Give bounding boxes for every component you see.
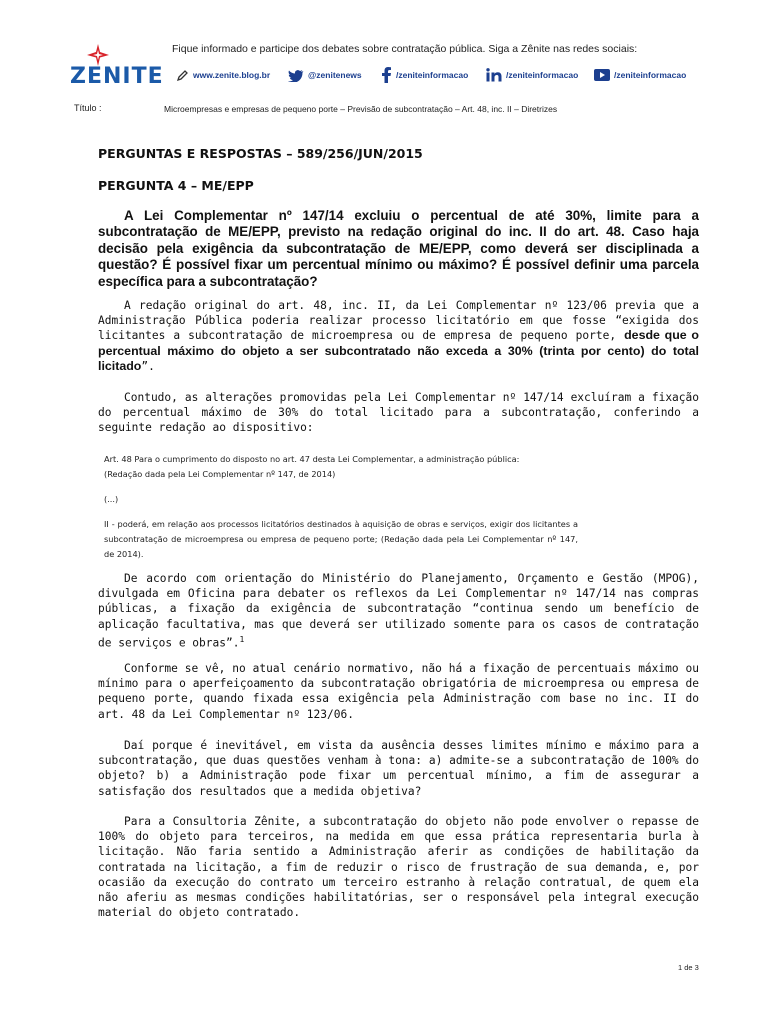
social-youtube-label: /zeniteinformacao [614,70,687,80]
quote-line-2: (Redação dada pela Lei Complementar nº 147, de 2014) [104,469,336,479]
paragraph-1-text: A redação original do art. 48, inc. II, da Lei Complementar nº 123/06 previa que a Administração Pública poderia realizar processo licitatório em que fosse “exigida dos licitantes a subcontratação de microempresa ou de empresa de pequeno porte, [98,299,699,343]
footnote-marker[interactable]: 1 [239,634,245,644]
social-blog-label: www.zenite.blog.br [193,70,271,80]
page-number: 1 de 3 [678,963,699,972]
social-linkedin-link[interactable] [486,67,578,83]
pen-icon [176,69,189,82]
title-label: Título : [74,103,102,113]
logo-star-icon [87,44,109,66]
facebook-icon [380,67,392,83]
paragraph-5: Daí porque é inevitável, em vista da ausência desses limites mínimo e máximo para a subcontratação, que duas questões venham à tona: a) admite-se a subcontratação de 100% do objeto? b) a Administração pode fixar um percentual mínimo, a fim de assegurar a satisfação dos resultados que a medida objetiva? [98,739,699,798]
question-paragraph: A Lei Complementar nº 147/14 excluiu o percentual de até 30%, limite para a subcontratação de ME/EPP, previsto na redação original do inc. II do art. 48. Caso haja decisão pela exigência da subcontratação de ME/EPP, como deverá ser disciplinada a questão? É possível fixar um percentual mínimo ou máximo? É possível definir uma parcela específica para a subcontratação? [98,208,699,289]
header-tagline: Fique informado e participe dos debates sobre contratação pública. Siga a Zênite nas redes sociais: [172,43,638,55]
title-value: Microempresas e empresas de pequeno porte – Previsão de subcontratação – Art. 48, inc. II – Diretrizes [164,104,558,114]
zenite-logo[interactable] [70,44,170,88]
social-facebook-label: /zeniteinformacao [396,70,469,80]
paragraph-2: Contudo, as alterações promovidas pela Lei Complementar nº 147/14 excluíram a fixação do percentual máximo de 30% do total licitado para a subcontratação, conferindo a seguinte redação ao dispositivo: [98,391,699,435]
paragraph-4: Conforme se vê, no atual cenário normativo, não há a fixação de percentuais máximo ou mínimo para o aperfeiçoamento da subcontratação obrigatória de microempresa ou empresa de pequeno porte, quando fixada essa exigência pela Administração com base no inc. II do art. 48 da Lei Complementar nº 123/06. [98,662,699,721]
paragraph-1 [98,298,699,374]
paragraph-1-bold: desde que o percentual máximo do objeto a ser subcontratado não exceda a 30% (trinta por cento) do total licitado [98,328,699,373]
paragraph-3 [98,571,699,651]
quote-line-3: II - poderá, em relação aos processos licitatórios destinados à aquisição de obras e serviços, exigir dos licitantes a subcontratação de microempresa ou empresa de pequeno porte; (Redação dada pela Lei Complementar nº 147, de 2014). [104,519,578,559]
social-twitter-label: @zenitenews [308,70,362,80]
paragraph-3-text: De acordo com orientação do Ministério do Planejamento, Orçamento e Gestão (MPOG), divulgada em Oficina para debater os reflexos da Lei Complementar nº 147/14 nas compras públicas, a fixação da exigência de subcontratação “continua sendo um benefício de aplicação facultativa, mas que deverá ser utilizado somente para os casos de contratação de serviços e obras”. [98,572,699,650]
logo-text: ZENITE [70,64,164,89]
social-twitter-link[interactable] [288,67,362,83]
linkedin-icon [486,68,502,82]
social-blog-link[interactable] [176,67,270,83]
social-youtube-link[interactable] [594,67,686,83]
quote-line-1: Art. 48 Para o cumprimento do disposto no art. 47 desta Lei Complementar, a administração pública: [104,454,520,464]
twitter-icon [288,69,304,82]
quote-ellipsis: (...) [104,494,119,504]
document-heading: PERGUNTAS E RESPOSTAS – 589/256/JUN/2015 [98,146,423,161]
social-facebook-link[interactable] [380,67,468,83]
paragraph-6: Para a Consultoria Zênite, a subcontratação do objeto não pode envolver o repasse de 100% do objeto para terceiros, na medida em que essa prática representaria burla à licitação. Não faria sentido a Administração aferir as condições de habilitação da contratada na licitação, a fim de reduzir o risco de frustração de sua demanda, e, por ocasião da execução do contrato um terceiro estranho à relação contratual, de quem ela não aferiu as mesmas condições habilitatórias, ser o responsável pela integral execução material do objeto contratado. [98,815,699,920]
social-linkedin-label: /zeniteinformacao [506,70,579,80]
paragraph-1-end: ”. [141,359,155,373]
youtube-icon [594,69,610,81]
document-subheading: PERGUNTA 4 – ME/EPP [98,178,254,193]
